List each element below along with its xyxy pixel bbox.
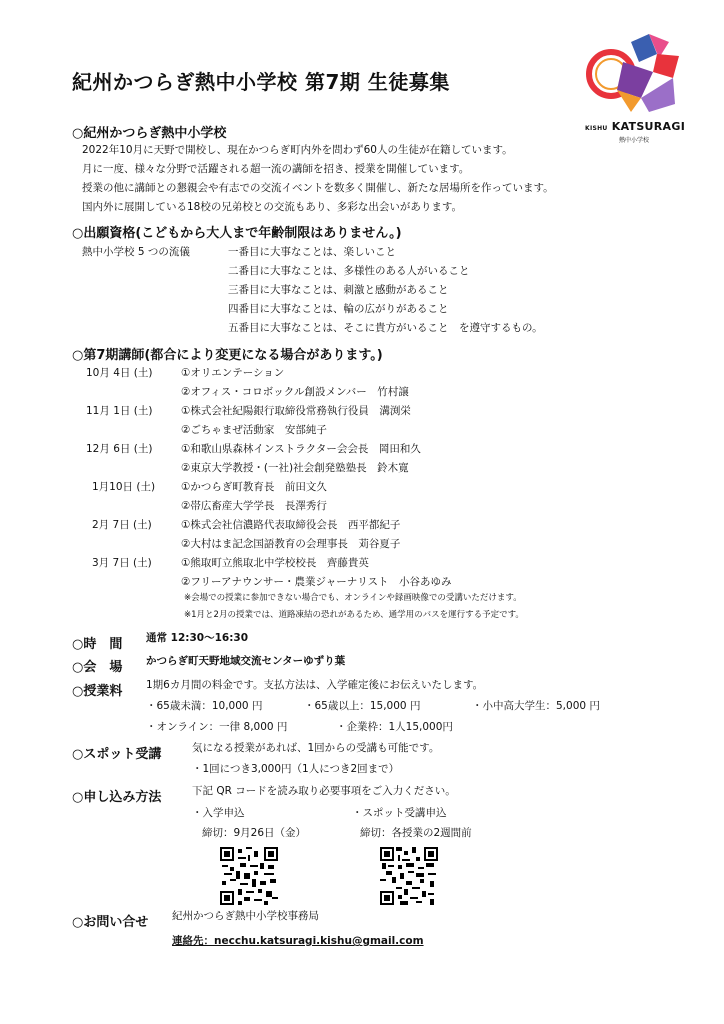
lecture-date: 11月 1日 (土): [86, 405, 153, 417]
apply-right-title: ・スポット受講申込: [352, 807, 447, 819]
fee-intro: 1期6カ月間の料金です。支払方法は、入学確定後にお伝えいたします。: [146, 679, 484, 691]
spot-line-2: ・1回につき3,000円（1人につき2回まで）: [192, 763, 400, 775]
fee-label: ○授業料: [72, 684, 123, 699]
lecture-item: ①和歌山県森林インストラクター会会長 岡田和久: [181, 443, 421, 455]
about-line-2: 月に一度、様々な分野で活躍される超一流の講師を招き、授業を開催しています。: [82, 163, 470, 175]
apply-label: ○申し込み方法: [72, 790, 162, 805]
lecture-date: 12月 6日 (土): [86, 443, 153, 455]
about-line-3: 授業の他に講師との懇親会や有志での交流イベントを数多く開催し、新たな居場所を作っています。: [82, 182, 554, 194]
about-line-1: 2022年10月に天野で開校し、現在かつらぎ町内外を問わず60人の生徒が在籍しています。: [82, 144, 513, 156]
logo-brand: KATSURAGI: [611, 120, 686, 133]
lecture-item: ②東京大学教授・(一社)社会創発塾塾長 鈴木寛: [181, 462, 409, 474]
principle-2: 二番目に大事なことは、多様性のある人がいること: [228, 265, 470, 277]
apply-left-title: ・入学申込: [192, 807, 245, 819]
lecture-item: ②オフィス・コロボックル創設メンバー 竹村譲: [181, 386, 409, 398]
lecture-item: ②帯広畜産大学学長 長澤秀行: [181, 500, 327, 512]
lecture-item: ①株式会社信濃路代表取締役会長 西平都紀子: [181, 519, 401, 531]
contact-office: 紀州かつらぎ熱中小学校事務局: [172, 910, 319, 922]
lecturers-heading: ○第7期講師(都合により変更になる場合があります。): [72, 348, 383, 363]
venue-label: ○会 場: [72, 660, 123, 675]
qr-code-enrollment[interactable]: [220, 847, 278, 905]
lecture-item: ②フリーアナウンサー・農業ジャーナリスト 小谷あゆみ: [181, 576, 452, 588]
lecture-date: 1月10日 (土): [92, 481, 156, 493]
time-label: ○時 間: [72, 637, 123, 652]
about-heading: ○紀州かつらぎ熱中小学校: [72, 126, 227, 141]
principle-4: 四番目に大事なことは、輪の広がりがあること: [228, 303, 449, 315]
lecture-note-2: ※1月と2月の授業では、道路凍結の恐れがあるため、通学用のバスを運行する予定です。: [184, 610, 524, 620]
contact-email[interactable]: 連絡先：necchu.katsuragi.kishu@gmail.com: [172, 935, 424, 947]
fee-item: ・企業枠：1人15,000円: [336, 721, 453, 733]
fee-item: ・小中高大学生：5,000 円: [472, 700, 600, 712]
logo-brand-small: KISHU: [585, 125, 608, 132]
time-value: 通常 12:30〜16:30: [146, 632, 249, 644]
lecture-note-1: ※会場での授業に参加できない場合でも、オンラインや録画映像での受講いただけます。: [184, 593, 522, 603]
principle-1: 一番目に大事なことは、楽しいこと: [228, 246, 396, 258]
lecture-item: ①株式会社紀陽銀行取締役常務執行役員 溝渕栄: [181, 405, 411, 417]
lecture-date: 2月 7日 (土): [92, 519, 152, 531]
principles-label: 熱中小学校 5 つの流儀: [82, 246, 190, 258]
principle-5: 五番目に大事なことは、そこに貴方がいること を遵守するもの。: [228, 322, 543, 334]
apply-right-deadline: 締切：各授業の2週間前: [360, 827, 472, 839]
logo-sub: 熱中小学校: [619, 137, 650, 144]
lecture-item: ①かつらぎ町教育長 前田文久: [181, 481, 327, 493]
lecture-date: 3月 7日 (土): [92, 557, 152, 569]
katsuragi-logo: [583, 32, 693, 150]
apply-intro: 下記 QR コードを読み取り必要事項をご入力ください。: [192, 785, 456, 797]
about-line-4: 国内外に展開している18校の兄弟校との交流もあり、多彩な出会いがあります。: [82, 201, 463, 213]
fee-item: ・65歳未満：10,000 円: [146, 700, 263, 712]
lecture-date: 10月 4日 (土): [86, 367, 153, 379]
fee-item: ・65歳以上：15,000 円: [304, 700, 421, 712]
lecture-item: ②ごちゃまぜ活動家 安部純子: [181, 424, 327, 436]
spot-label: ○スポット受講: [72, 747, 162, 762]
qr-code-spot[interactable]: [380, 847, 438, 905]
contact-label: ○お問い合せ: [72, 915, 149, 930]
lecture-item: ②大村はま記念国語教育の会理事長 苅谷夏子: [181, 538, 401, 550]
lecture-item: ①熊取町立熊取北中学校校長 齊藤貴英: [181, 557, 369, 569]
venue-value: かつらぎ町天野地域交流センターゆずり葉: [146, 655, 346, 667]
spot-line-1: 気になる授業があれば、1回からの受講も可能です。: [192, 742, 440, 754]
page-title: 紀州かつらぎ熱中小学校 第7期 生徒募集: [72, 70, 450, 94]
eligibility-heading: ○出願資格(こどもから大人まで年齢制限はありません。): [72, 226, 402, 241]
principle-3: 三番目に大事なことは、刺激と感動があること: [228, 284, 449, 296]
fee-item: ・オンライン：一律 8,000 円: [146, 721, 288, 733]
apply-left-deadline: 締切：9月26日（金）: [202, 827, 307, 839]
lecture-item: ①オリエンテーション: [181, 367, 285, 379]
